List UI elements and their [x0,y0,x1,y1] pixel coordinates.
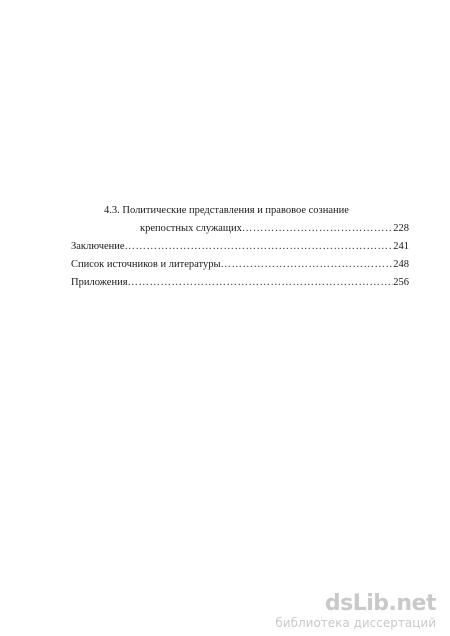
toc-entry-title: крепостных служащих [140,223,242,234]
toc-entry-sources [71,258,409,271]
toc-entry-title: Заключение [71,241,125,252]
toc-entry-title: Список источников и литературы [71,259,221,270]
dot-leader [221,258,394,271]
toc-page-number: 228 [393,223,409,234]
toc-entry-4-3-title: 4.3. Политические представления и правовое сознание [104,205,349,216]
dot-leader [128,276,394,289]
toc-page-number: 248 [393,259,409,270]
dot-leader [242,222,393,235]
toc-page-number: 241 [393,241,409,252]
watermark-caption: библиотека диссертаций [275,616,436,630]
toc-page-number: 256 [393,277,409,288]
table-of-contents [0,0,450,300]
toc-entry-title: Приложения [71,277,128,288]
watermark-logo: dsLib.net [324,591,436,616]
dot-leader [125,240,394,253]
toc-entry-4-3-continuation [140,222,409,235]
toc-entry-appendix [71,276,409,289]
toc-entry-conclusion [71,240,409,253]
dslib-watermark [275,593,436,630]
